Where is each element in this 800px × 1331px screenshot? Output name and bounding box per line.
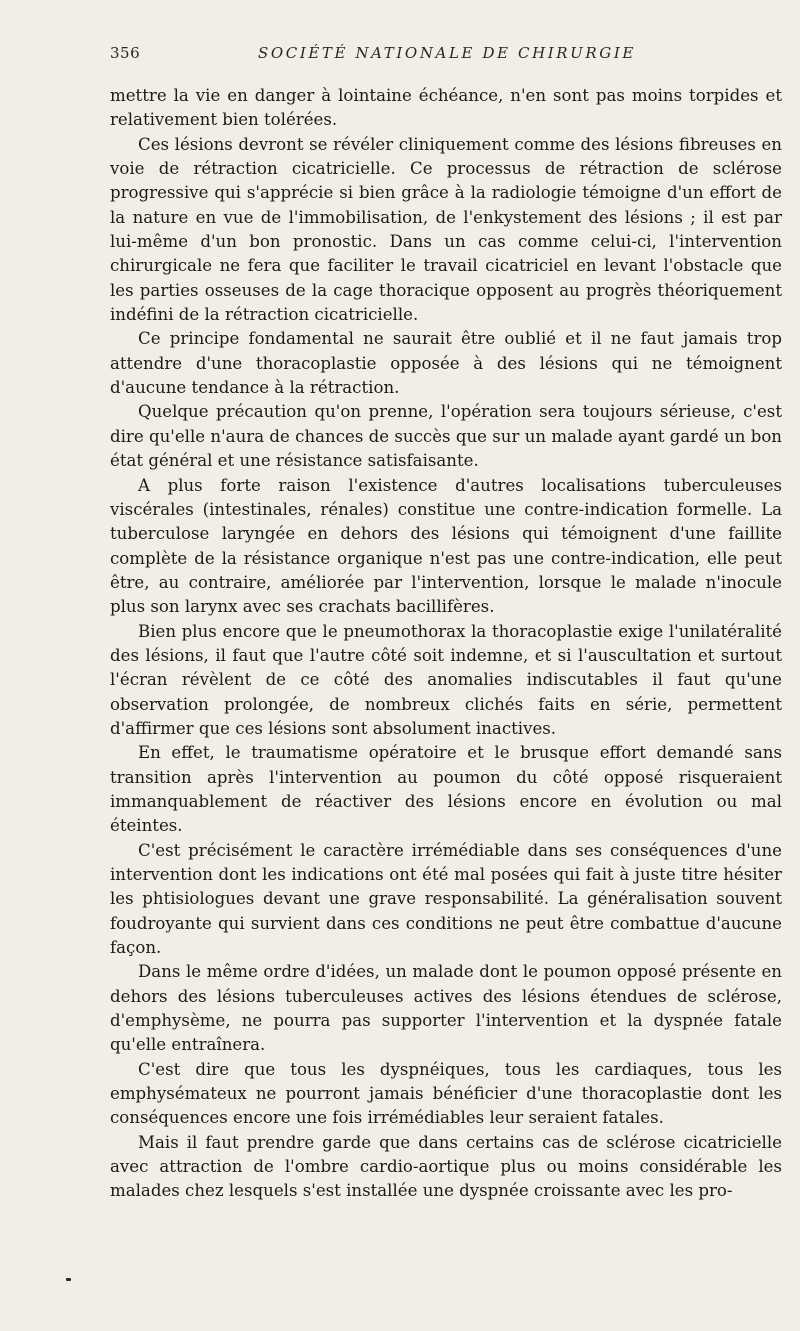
paragraph-7: En effet, le traumatisme opératoire et le brusque effort demandé sans transition après l'intervention au poumon du côté opposé risqueraient immanquablement de réactiver des lésions encore en évolution ou mal éteintes. <box>110 743 782 836</box>
margin-mark <box>66 1278 71 1281</box>
paragraph-5: A plus forte raison l'existence d'autres localisations tuberculeuses viscérales (intestinales, rénales) constitue une contre-indication formelle. La tuberculose laryngée en dehors des lésions qui témoignent d'une faillite complète de la résistance organique n'est pas une contre-indication, elle peut être, au contraire, améliorée par l'intervention, lorsque le malade n'inocule plus son larynx avec ses crachats bacillifères. <box>110 475 782 617</box>
page-number: 356 <box>110 44 141 62</box>
paragraph-2: Ces lésions devront se révéler cliniquement comme des lésions fibreuses en voie de rétraction cicatricielle. Ce processus de rétraction de sclérose progressive qui s'apprécie si bien grâce à la radiologie témoigne d'un effort de la nature en vue de l'immobilisation, de l'enkystement des lésions ; il est par lui-même d'un bon pronostic. Dans un cas comme celui-ci, l'intervention chirurgicale ne fera que faciliter le travail cicatriciel en levant l'obstacle que les parties osseuses de la cage thoracique opposent au progrès théoriquement indéfini de la rétraction cicatricielle. <box>110 134 782 325</box>
paragraph-1: mettre la vie en danger à lointaine échéance, n'en sont pas moins torpides et relativement bien tolérées. <box>110 86 782 130</box>
running-title: SOCIÉTÉ NATIONALE DE CHIRURGIE <box>258 44 636 62</box>
running-header <box>0 44 800 66</box>
paragraph-11: Mais il faut prendre garde que dans certains cas de sclérose cicatricielle avec attraction de l'ombre cardio-aortique plus ou moins considérable les malades chez lesquels s'est installée une dyspnée croissante avec les pro- <box>110 1132 782 1201</box>
paragraph-10: C'est dire que tous les dyspnéiques, tous les cardiaques, tous les emphysémateux ne pourront jamais bénéficier d'une thoracoplastie dont les conséquences encore une fois irrémédiables leur seraient fatales. <box>110 1059 782 1128</box>
paragraph-6: Bien plus encore que le pneumothorax la thoracoplastie exige l'unilatéralité des lésions, il faut que l'autre côté soit indemne, et si l'auscultation et surtout l'écran révèlent de ce côté des anomalies indiscutables il faut qu'une observation prolongée, de nombreux clichés faits en série, permettent d'affirmer que ces lésions sont absolument inactives. <box>110 621 782 738</box>
paragraph-3: Ce principe fondamental ne saurait être oublié et il ne faut jamais trop attendre d'une thoracoplastie opposée à des lésions qui ne témoignent d'aucune tendance à la rétraction. <box>110 329 782 398</box>
paragraph-9: Dans le même ordre d'idées, un malade dont le poumon opposé présente en dehors des lésions tuberculeuses actives des lésions étendues de sclérose, d'emphysème, ne pourra pas supporter l'intervention et la dyspnée fatale qu'elle entraînera. <box>110 962 782 1055</box>
paragraph-4: Quelque précaution qu'on prenne, l'opération sera toujours sérieuse, c'est dire qu'elle n'aura de chances de succès que sur un malade ayant gardé un bon état général et une résistance satisfaisante. <box>110 402 782 471</box>
paragraph-8: C'est précisément le caractère irrémédiable dans ses conséquences d'une intervention dont les indications ont été mal posées qui fait à juste titre hésiter les phtisiologues devant une grave responsabilité. La généralisation souvent foudroyante qui survient dans ces conditions ne peut être combattue d'aucune façon. <box>110 840 782 958</box>
body-text <box>110 84 782 1204</box>
